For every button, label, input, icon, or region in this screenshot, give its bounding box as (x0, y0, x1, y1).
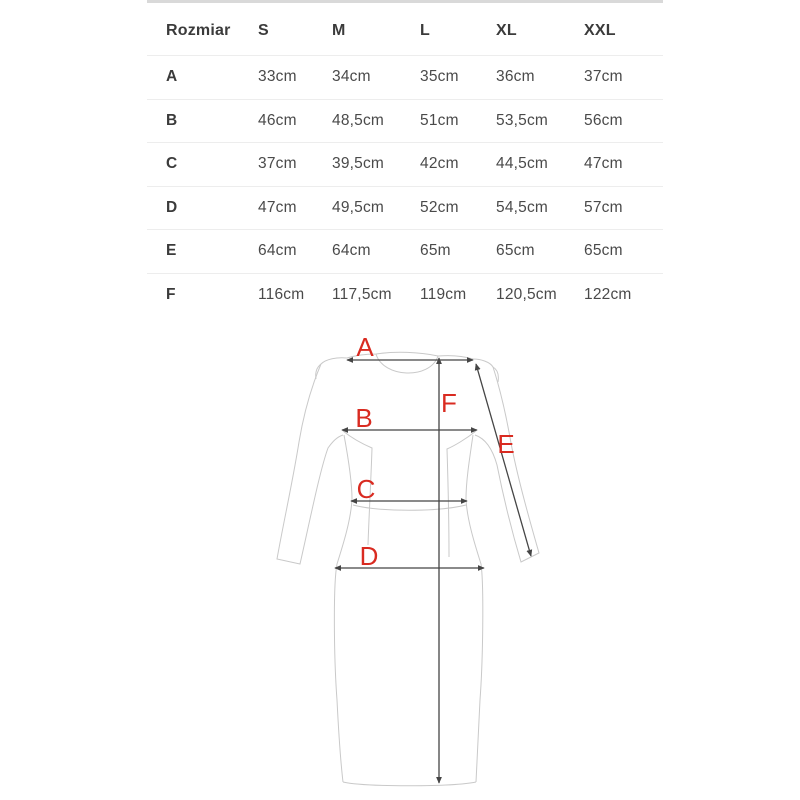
value-xl: 53,5cm (496, 111, 549, 129)
value-m: 34cm (332, 68, 371, 86)
measurement-letter: A (166, 68, 178, 86)
column-header-xl: XL (496, 21, 517, 39)
value-xxl: 57cm (584, 198, 623, 216)
value-xl: 44,5cm (496, 155, 549, 173)
value-s: 33cm (258, 68, 297, 86)
right-dart-seam (447, 431, 476, 557)
value-s: 46cm (258, 111, 297, 129)
dress-outline (277, 352, 539, 785)
label-a: A (356, 332, 374, 362)
value-xxl: 37cm (584, 68, 623, 86)
value-l: 51cm (420, 111, 459, 129)
measurement-letter: E (166, 242, 177, 260)
value-l: 35cm (420, 68, 459, 86)
body-left-edge (334, 435, 352, 782)
value-xl: 120,5cm (496, 285, 557, 303)
label-e: E (497, 429, 515, 459)
value-xl: 36cm (496, 68, 535, 86)
value-l: 119cm (420, 285, 467, 303)
arrow-e (476, 364, 531, 556)
value-m: 117,5cm (332, 285, 392, 303)
label-b: B (355, 403, 373, 433)
measurement-letter: F (166, 285, 176, 303)
measurement-letter: C (166, 155, 178, 173)
value-l: 65m (420, 242, 451, 260)
left-sleeve (277, 358, 347, 564)
label-f: F (441, 388, 457, 418)
hem-line (343, 782, 476, 786)
value-xxl: 56cm (584, 111, 623, 129)
label-c: C (356, 474, 376, 504)
value-s: 64cm (258, 242, 297, 260)
value-m: 64cm (332, 242, 371, 260)
column-header-s: S (258, 21, 269, 39)
column-header-rozmiar: Rozmiar (166, 21, 231, 39)
body-right-edge (466, 435, 483, 782)
column-header-l: L (420, 21, 430, 39)
measurement-labels (355, 332, 514, 571)
value-l: 42cm (420, 155, 459, 173)
value-xl: 54,5cm (496, 198, 549, 216)
value-m: 48,5cm (332, 111, 385, 129)
value-xxl: 47cm (584, 155, 623, 173)
value-m: 49,5cm (332, 198, 385, 216)
measurement-letter: D (166, 198, 178, 216)
value-s: 37cm (258, 155, 297, 173)
column-header-xxl: XXL (584, 21, 616, 39)
value-s: 116cm (258, 285, 305, 303)
value-xxl: 65cm (584, 242, 623, 260)
column-header-m: M (332, 21, 346, 39)
value-xxl: 122cm (584, 285, 632, 303)
value-m: 39,5cm (332, 155, 385, 173)
measurement-letter: B (166, 111, 178, 129)
value-l: 52cm (420, 198, 459, 216)
value-s: 47cm (258, 198, 297, 216)
value-xl: 65cm (496, 242, 535, 260)
label-d: D (359, 541, 379, 571)
